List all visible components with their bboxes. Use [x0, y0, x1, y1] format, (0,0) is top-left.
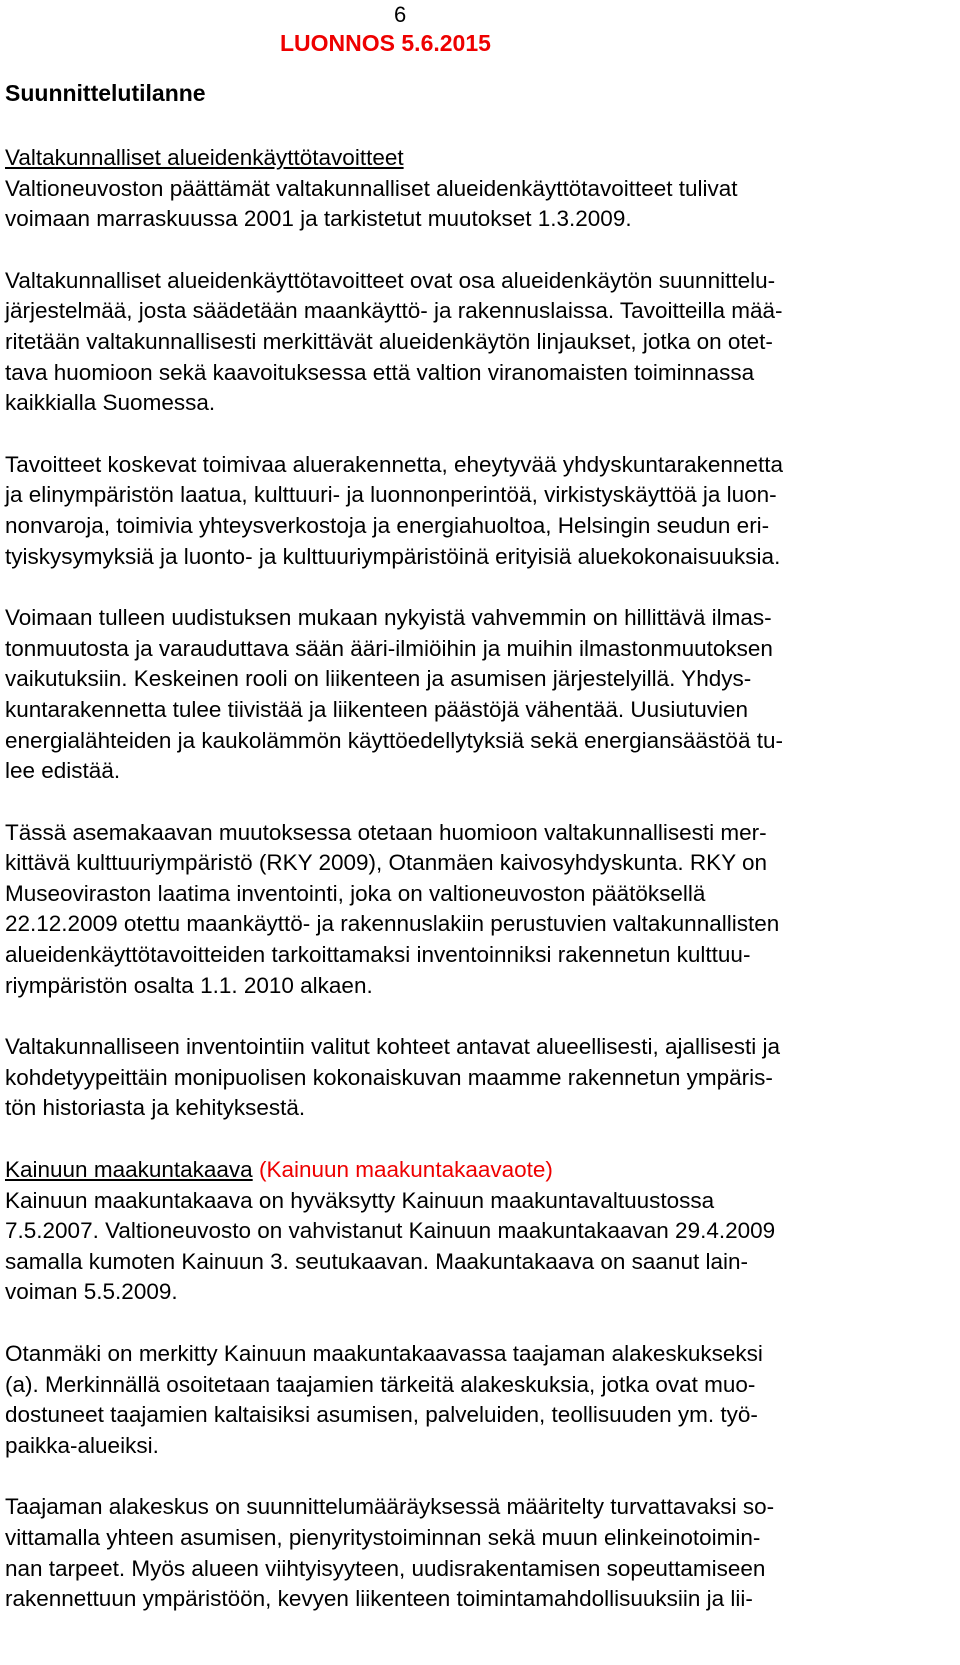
text-line: tava huomioon sekä kaavoituksessa että valtion viranomaisten toiminnassa [5, 359, 755, 385]
text-line: samalla kumoten Kainuun 3. seutukaavan. Maakuntakaava on saanut lain- [5, 1248, 748, 1274]
text-line: lee edistää. [5, 758, 121, 784]
page-number: 6 [394, 2, 407, 27]
text-line: järjestelmää, josta säädetään maankäyttö- ja rakennuslaissa. Tavoitteilla mää- [5, 298, 783, 324]
text-line: rakennettuun ympäristöön, kevyen liikenteen toimintamahdollisuuksiin ja lii- [5, 1586, 753, 1612]
text-line: kittävä kulttuuriympäristö (RKY 2009), Otanmäen kaivosyhdyskunta. RKY on [5, 850, 768, 876]
text-line: 22.12.2009 otettu maankäyttö- ja rakennuslakiin perustuvien valtakunnallisten [5, 911, 780, 937]
text-line: tyiskysymyksiä ja luonto- ja kulttuuriympäristöinä erityisiä aluekokonaisuuksia. [5, 543, 781, 569]
section-title: Suunnittelutilanne [5, 80, 206, 106]
text-line: Museoviraston laatima inventointi, joka on valtioneuvoston päätöksellä [5, 880, 706, 906]
text-line: vittamalla yhteen asumisen, pienyritystoiminnan sekä muun elinkeinotoimin- [5, 1524, 761, 1550]
paragraph [5, 450, 955, 572]
kainuu-map-excerpt-note: (Kainuun maakuntakaavaote) [258, 1157, 553, 1183]
text-line: ritetään valtakunnallisesti merkittävät alueidenkäytön linjaukset, jotka on otet- [5, 328, 773, 354]
text-line: Valtioneuvoston päättämät valtakunnalliset alueidenkäyttötavoitteet tulivat [5, 175, 738, 201]
text-line: kohdetyypeittäin monipuolisen kokonaiskuvan maamme rakennetun ympäris- [5, 1064, 773, 1090]
kainuu-heading-text: Kainuun maakuntakaava [5, 1157, 253, 1183]
text-line: Taajaman alakeskus on suunnittelumääräyksessä määritelty turvattavaksi so- [5, 1494, 775, 1520]
text-line: nonvaroja, toimivia yhteysverkostoja ja energiahuoltoa, Helsingin seudun eri- [5, 512, 770, 538]
text-line: Valtakunnalliseen inventointiin valitut kohteet antavat alueellisesti, ajallisesti ja [5, 1034, 781, 1060]
heading-kainuu [5, 1155, 955, 1186]
draft-label: LUONNOS 5.6.2015 [280, 30, 491, 56]
text-line: Kainuun maakuntakaava on hyväksytty Kainuun maakuntavaltuustossa [5, 1187, 715, 1213]
text-line: (a). Merkinnällä osoitetaan taajamien tärkeitä alakeskuksia, jotka ovat muo- [5, 1371, 756, 1397]
paragraph [5, 1339, 955, 1461]
text-line: ja elinympäristön laatua, kulttuuri- ja luonnonperintöä, virkistyskäyttöä ja luon- [5, 482, 777, 508]
text-line: vaikutuksiin. Keskeinen rooli on liikenteen ja asumisen järjestelyillä. Yhdys- [5, 666, 752, 692]
text-line: tonmuutosta ja varauduttava sään ääri-ilmiöihin ja muihin ilmastonmuutoksen [5, 635, 773, 661]
paragraph [5, 174, 955, 235]
text-line: kuntarakennetta tulee tiivistää ja liikenteen päästöjä vähentää. Uusiutuvien [5, 696, 748, 722]
text-line: Otanmäki on merkitty Kainuun maakuntakaavassa taajaman alakeskukseksi [5, 1341, 763, 1366]
text-line: Valtakunnalliset alueidenkäyttötavoitteet ovat osa alueidenkäytön suunnittelu- [5, 267, 776, 293]
paragraph [5, 1492, 955, 1614]
text-line: paikka-alueiksi. [5, 1432, 159, 1458]
text-line: dostuneet taajamien kaltaisiksi asumisen, palveluiden, teollisuuden ym. työ- [5, 1402, 758, 1428]
text-line: energialähteiden ja kaukolämmön käyttöedellytyksiä sekä energiansäästöä tu- [5, 727, 783, 753]
paragraph [5, 1032, 955, 1124]
text-line: tön historiasta ja kehityksestä. [5, 1095, 306, 1121]
heading-valtakunnalliset: Valtakunnalliset alueidenkäyttötavoitteet [5, 145, 404, 170]
text-line: voiman 5.5.2009. [5, 1279, 178, 1305]
document-body [5, 143, 955, 1615]
text-line: voimaan marraskuussa 2001 ja tarkistetut muutokset 1.3.2009. [5, 206, 632, 232]
text-line: riympäristön osalta 1.1. 2010 alkaen. [5, 972, 373, 998]
text-line: Voimaan tulleen uudistuksen mukaan nykyistä vahvemmin on hillittävä ilmas- [5, 605, 772, 631]
paragraph [5, 266, 955, 419]
text-line: 7.5.2007. Valtioneuvosto on vahvistanut Kainuun maakuntakaavan 29.4.2009 [5, 1218, 776, 1244]
paragraph [5, 1186, 955, 1308]
text-line: Tässä asemakaavan muutoksessa otetaan huomioon valtakunnallisesti mer- [5, 819, 767, 845]
text-line: nan tarpeet. Myös alueen viihtyisyyteen, uudisrakentamisen sopeuttamiseen [5, 1555, 766, 1581]
text-line: Tavoitteet koskevat toimivaa aluerakennetta, eheytyvää yhdyskuntarakennetta [5, 451, 783, 477]
text-line: kaikkialla Suomessa. [5, 390, 216, 416]
paragraph [5, 818, 955, 1002]
text-line: alueidenkäyttötavoitteiden tarkoittamaksi inventoinniksi rakennetun kulttuu- [5, 942, 751, 968]
paragraph [5, 603, 955, 787]
